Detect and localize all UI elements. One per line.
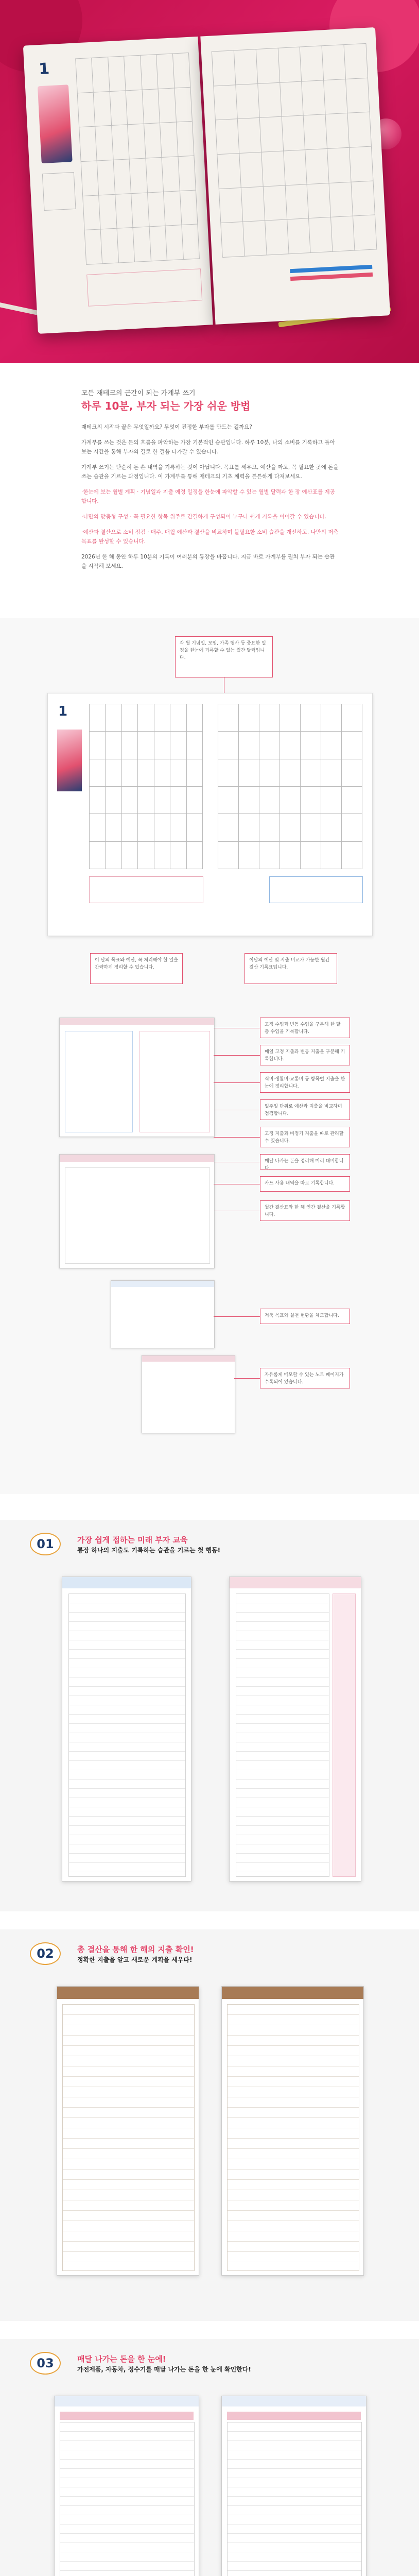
month-grid xyxy=(89,704,203,869)
callout-monthly-summary: 이달의 예산 및 지출 비교가 가능한 월간 결산 기록표입니다. xyxy=(245,953,337,984)
section-subtitle: 정확한 지출을 알고 새로운 계획을 세우다! xyxy=(77,1956,193,1963)
expense-table xyxy=(227,2422,362,2576)
section-title: 가장 쉽게 접하는 미래 부자 교육 xyxy=(77,1535,188,1545)
thumb-column xyxy=(65,1031,133,1132)
month-grid xyxy=(212,43,377,258)
month-grid xyxy=(218,704,362,869)
summary-table xyxy=(62,2004,195,2271)
ledger-sidebar xyxy=(333,1594,356,1877)
summary-header xyxy=(57,1987,199,1999)
annual-summary-right xyxy=(221,1986,364,2276)
side-note: 카드 사용 내역을 따로 기록합니다. xyxy=(260,1176,350,1192)
connector-line xyxy=(214,1082,260,1083)
side-note: 매달 나가는 돈을 정리해 미리 대비합니다. xyxy=(260,1154,350,1170)
feature-bullet: ·예산과 결산으로 소비 점검 · 매주, 매월 예산과 결산을 비교하며 불필요한 소비 습관을 개선하고, 나만의 저축 목표를 완성할 수 있습니다. xyxy=(81,529,339,545)
side-note: 매일 고정 지출과 변동 지출을 구분해 기록합니다. xyxy=(260,1045,350,1065)
thumb-header xyxy=(142,1355,235,1362)
connector-line xyxy=(234,1378,260,1379)
expense-header xyxy=(55,2396,199,2406)
thumb-column xyxy=(65,1167,210,1264)
annual-summary-left xyxy=(57,1986,199,2276)
feature-bullet: ·나만의 맞춤형 구성 · 꼭 필요한 항목 위주로 간결하게 구성되어 누구나 쉽게 기록을 이어갈 수 있습니다. xyxy=(81,514,326,520)
expense-band xyxy=(227,2412,361,2420)
side-note: 자유롭게 메모할 수 있는 노트 페이지가 수록되어 있습니다. xyxy=(260,1368,350,1388)
intro-body xyxy=(81,422,339,571)
section-number: 03 xyxy=(30,2352,61,2375)
memo-box xyxy=(89,876,203,903)
side-note: 고정 수입과 변동 수입을 구분해 한 달 총 수입을 기록합니다. xyxy=(260,1018,350,1038)
section-subtitle: 통장 하나의 지출도 기록하는 습관을 기르는 첫 행동! xyxy=(77,1547,221,1554)
side-note: 일주일 단위로 예산과 지출을 비교하며 점검합니다. xyxy=(260,1099,350,1120)
section-title: 총 결산을 통해 한 해의 지출 확인! xyxy=(77,1945,194,1954)
intro-headline: 하루 10분, 부자 되는 가장 쉬운 방법 xyxy=(81,400,251,412)
connector-line xyxy=(214,1055,260,1056)
thumb-header xyxy=(111,1281,214,1287)
side-note: 고정 지출과 비정기 지출을 따로 관리할 수 있습니다. xyxy=(260,1127,350,1147)
side-note: 월간 결산표와 한 해 연간 결산을 기록합니다. xyxy=(260,1200,350,1221)
fixed-expense-right xyxy=(221,2396,366,2576)
expense-band xyxy=(60,2412,194,2420)
thumb-header xyxy=(60,1155,214,1162)
intro-paragraph: 2026년 한 해 동안 하루 10분의 기록이 여러분의 통장을 바꿉니다. 지금 바로 가계부를 펼쳐 부자 되는 습관을 시작해 보세요. xyxy=(81,554,335,569)
expense-table xyxy=(60,2422,195,2576)
ledger-header xyxy=(62,1577,191,1588)
ledger-header xyxy=(230,1577,361,1588)
month-grid xyxy=(75,53,200,265)
page-thumbnail xyxy=(111,1280,215,1348)
page-thumbnail xyxy=(142,1355,235,1433)
connector-line xyxy=(214,1316,260,1317)
open-planner xyxy=(23,27,399,354)
fixed-expense-left xyxy=(54,2396,199,2576)
page-thumbnail xyxy=(59,1018,215,1137)
pink-bar xyxy=(290,273,373,281)
summary-header xyxy=(222,1987,363,1999)
blue-bar xyxy=(290,265,372,273)
budget-box xyxy=(269,876,363,903)
month-number: 1 xyxy=(38,60,50,79)
side-note: 식비·생활비·교통비 등 항목별 지출을 한눈에 정리합니다. xyxy=(260,1072,350,1093)
section-title: 매달 나가는 돈을 한 눈에! xyxy=(77,2354,166,2364)
intro-paragraph: 가계부를 쓰는 것은 돈의 흐름을 파악하는 가장 기본적인 습관입니다. 하루 10분, 나의 소비를 기록하고 돌아보는 시간을 통해 부자의 길로 한 걸음 다가갈 수 있습니다. xyxy=(81,439,335,455)
thumb-column xyxy=(139,1031,210,1132)
callout-monthly-calendar: 각 월 기념일, 모임, 가족 행사 등 중요한 일정을 한눈에 기록할 수 있는 월간 달력입니다. xyxy=(175,636,273,677)
intro-paragraph: 가계부 쓰기는 단순히 돈 쓴 내역을 기록하는 것이 아닙니다. 목표를 세우고, 예산을 짜고, 꼭 필요한 곳에 돈을 쓰는 습관을 기르는 과정입니다. 이 가계부를 통해 재테크의 기초 체력을 튼튼하게 다져보세요. xyxy=(81,464,339,480)
month-number: 1 xyxy=(58,704,68,719)
intro-paragraph: 재테크의 시작과 끝은 무엇일까요? 무엇이 진정한 부자를 만드는 걸까요? xyxy=(81,424,252,430)
summary-table xyxy=(227,2004,359,2271)
intro-tagline: 모든 재테크의 근간이 되는 가계부 쓰기 xyxy=(81,389,196,397)
planner-left-page xyxy=(23,37,213,334)
feature-bullet: ·한눈에 보는 월별 계획 · 기념일과 지출 예정 일정을 한눈에 파악할 수 있는 월별 달력과 한 장 예산표를 제공합니다. xyxy=(81,489,335,504)
illustration xyxy=(38,84,73,163)
memo-box xyxy=(86,268,202,307)
section-number: 02 xyxy=(30,1942,61,1965)
callout-monthly-goal: 이 달의 목표와 예산, 꼭 처리해야 할 일을 간략하게 정리할 수 있습니다. xyxy=(90,953,183,984)
expense-header xyxy=(222,2396,366,2406)
ledger-column xyxy=(68,1594,186,1877)
overview-spread xyxy=(47,693,373,936)
side-note: 저축 목표와 실천 현황을 체크합니다. xyxy=(260,1309,350,1324)
hero-banner xyxy=(0,0,419,363)
weekly-ledger-right xyxy=(229,1577,361,1882)
weekly-ledger-left xyxy=(62,1577,191,1882)
thumb-header xyxy=(60,1018,214,1025)
page-thumbnail xyxy=(59,1154,215,1268)
connector-line xyxy=(214,1137,260,1138)
section-number: 01 xyxy=(30,1533,61,1555)
section-subtitle: 가전제품, 자동차, 정수기를 매달 나가는 돈을 한 눈에 확인한다! xyxy=(77,2366,251,2373)
ledger-column xyxy=(236,1594,329,1877)
planner-right-page xyxy=(200,27,390,325)
mini-calendar xyxy=(42,172,76,211)
illustration xyxy=(57,730,82,791)
